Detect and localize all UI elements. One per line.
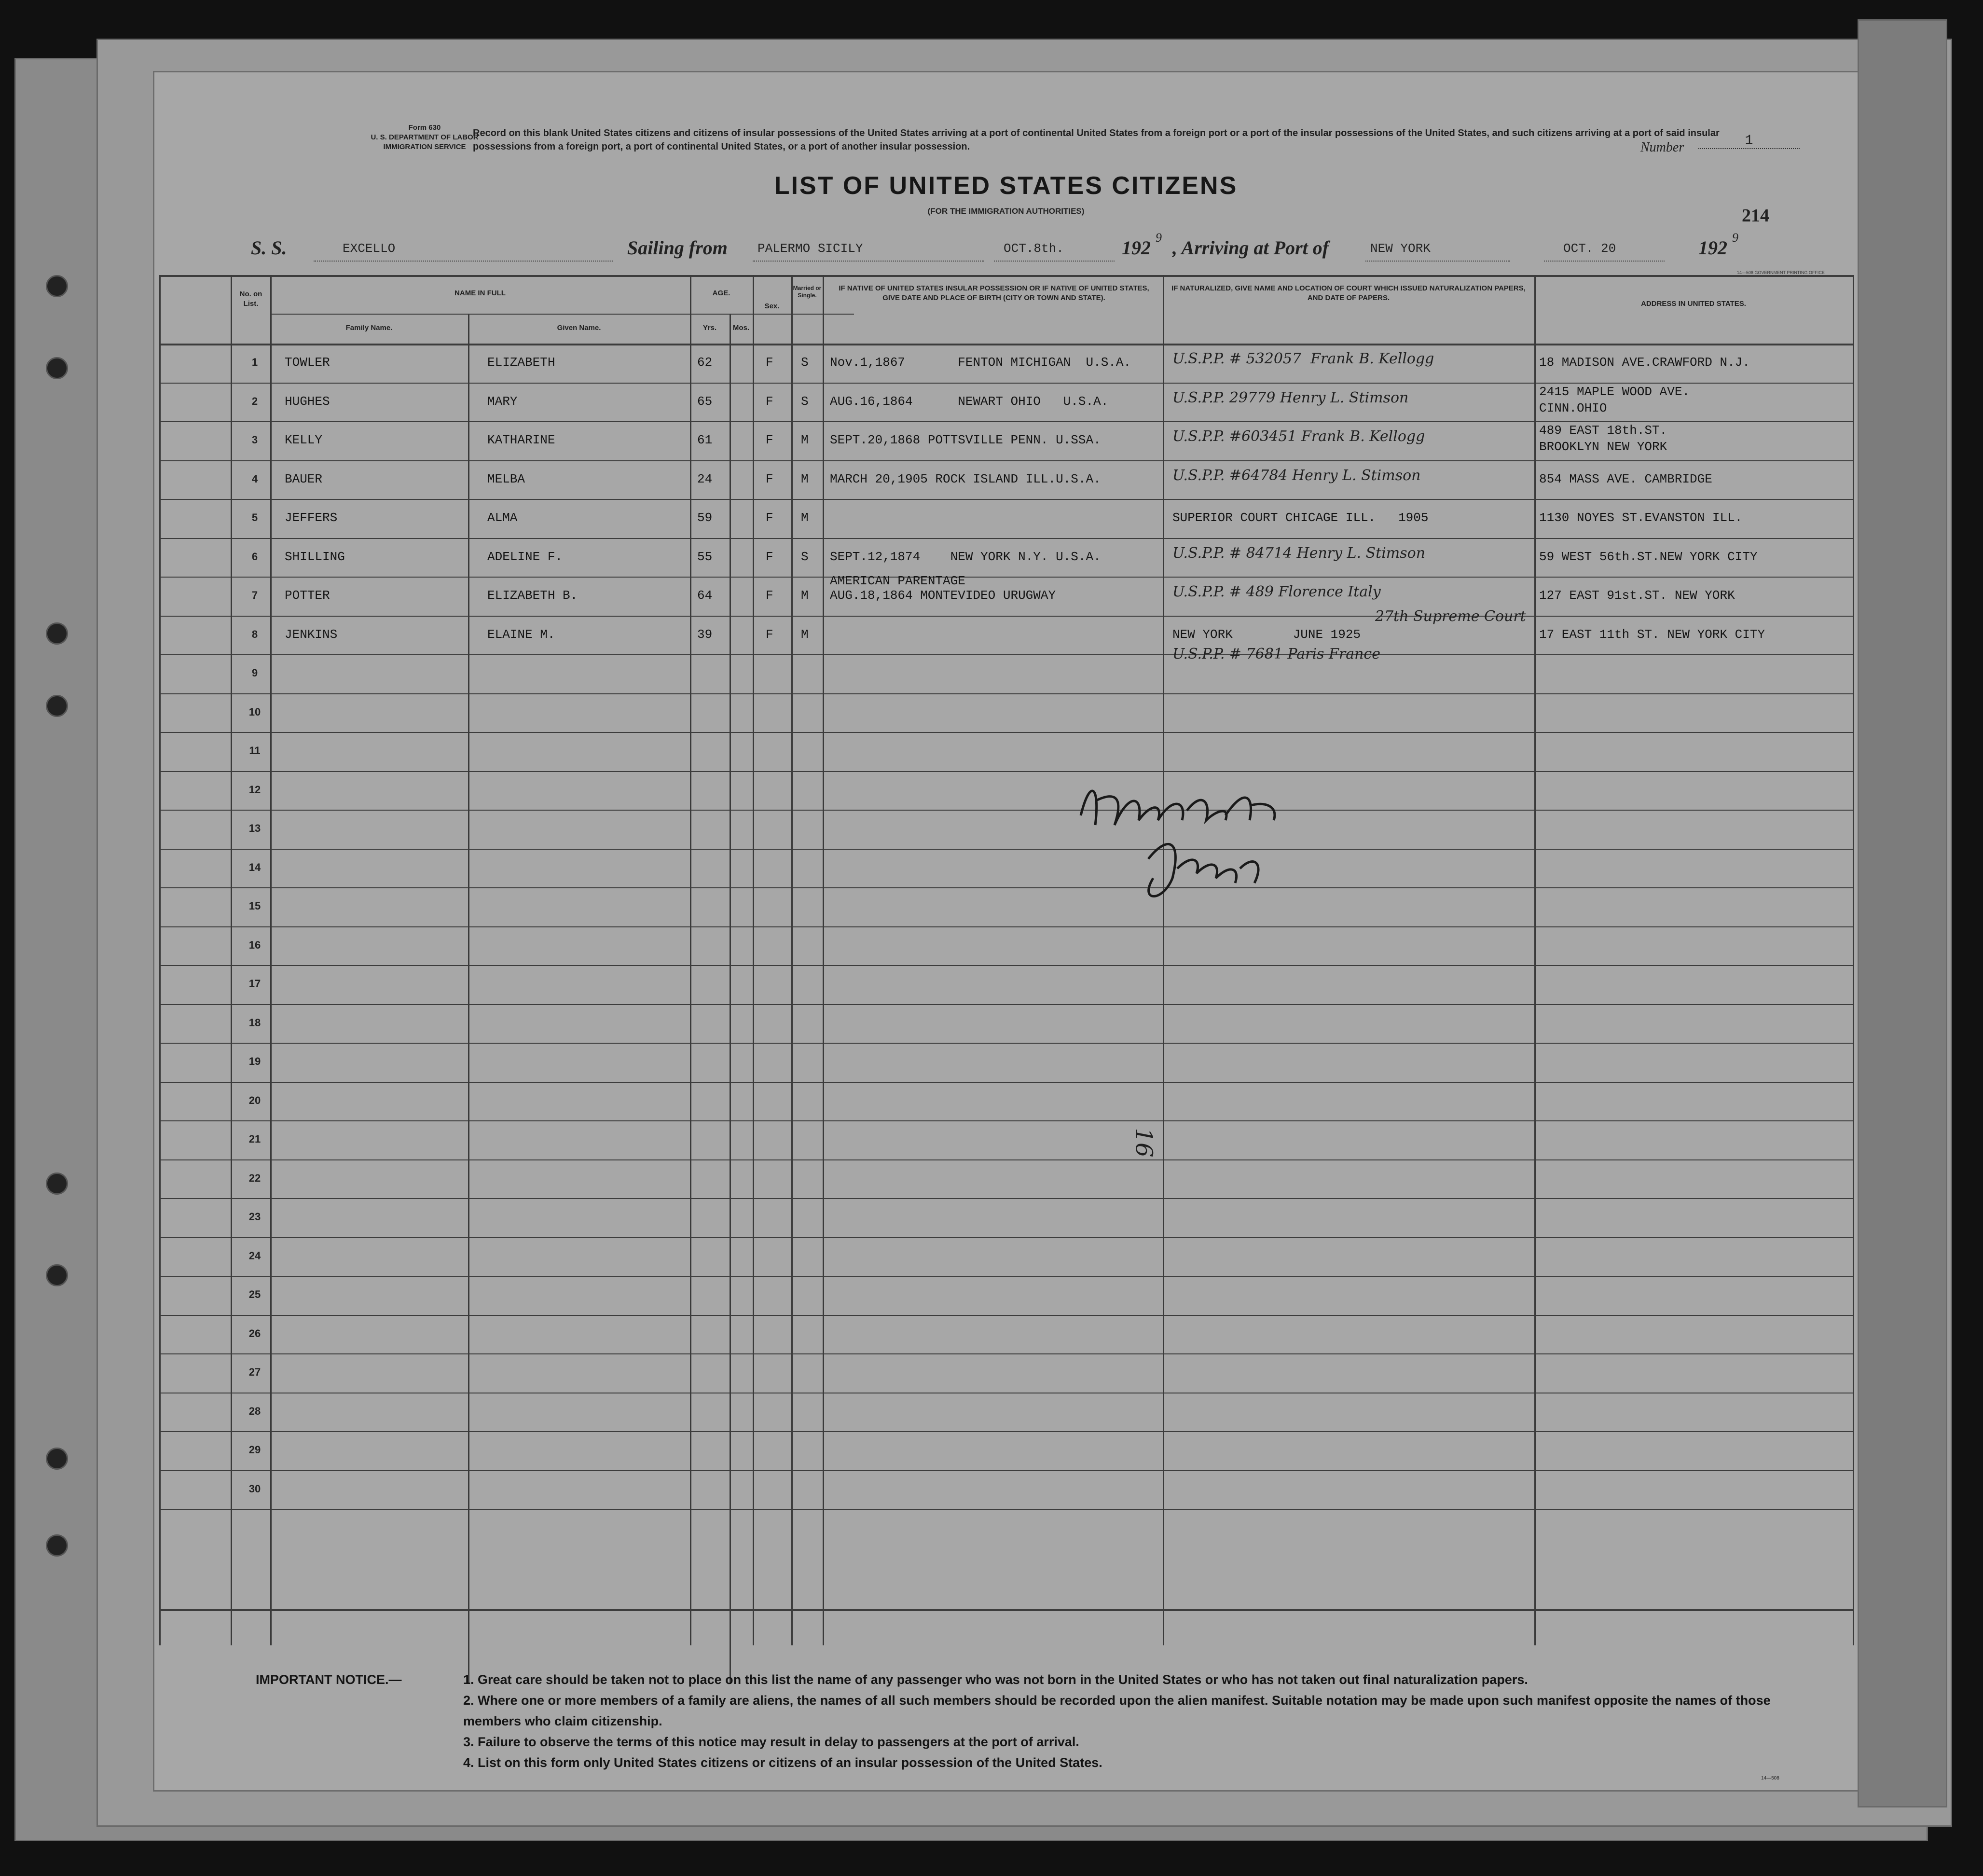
fill-line [753,261,984,262]
birth-info: Nov.1,1867 FENTON MICHIGAN U.S.A. [830,355,1131,370]
family-name: JENKINS [285,627,338,642]
row-rule [159,732,1853,733]
row-rule [159,1315,1853,1316]
birth-info: AUG.16,1864 NEWART OHIO U.S.A. [830,394,1109,409]
row-number: 19 [248,1055,261,1067]
passport-annotation: U.S.P.P. # 532057 Frank B. Kellogg [1172,350,1434,367]
ss-label: S. S. [251,237,287,259]
row-number: 4 [251,473,258,485]
table-rule [159,344,1853,345]
marital-status: M [801,588,809,603]
family-name: HUGHES [285,394,330,409]
date-from: OCT.8th. [1004,241,1064,256]
ship-name: EXCELLO [343,241,396,256]
row-rule [159,1043,1853,1044]
notice-heading: IMPORTANT NOTICE.— [256,1672,402,1687]
row-number: 2 [251,395,258,407]
marital-status: M [801,472,809,486]
fill-line [1365,261,1510,262]
sex: F [766,355,773,370]
page-number: 214 [1742,206,1769,226]
col-rule [730,314,731,1684]
given-name: ELAINE M. [487,627,555,642]
age-years: 61 [697,433,713,447]
address: 1130 NOYES ST.EVANSTON ILL. [1539,510,1743,525]
row-number: 8 [251,628,258,640]
row-number: 29 [248,1444,261,1456]
naturalization-court: NEW YORK JUNE 1925 [1172,627,1361,642]
row-number: 16 [248,939,261,951]
row-number: 21 [248,1133,261,1145]
row-number: 26 [248,1327,261,1339]
marital-status: S [801,394,809,409]
notice-item: 3. Failure to observe the terms of this notice may result in delay to passengers at the port of arrival. [463,1735,1079,1749]
punch-hole [46,1448,68,1470]
birth-info: MARCH 20,1905 ROCK ISLAND ILL.U.S.A. [830,472,1101,486]
punch-hole [46,1534,68,1557]
col-rule [791,275,793,1645]
port-from: PALERMO SICILY [757,241,863,256]
header-birth: IF NATIVE OF UNITED STATES INSULAR POSSESSION OR IF NATIVE OF UNITED STATES, GIVE DATE AND PLACE OF BIRTH (CITY OR TOWN AND STATE). [839,284,1149,302]
row-number: 18 [248,1017,261,1029]
col-rule [1163,275,1164,1645]
date-to: OCT. 20 [1563,241,1616,256]
given-name: MARY [487,394,518,409]
row-number: 7 [251,589,258,601]
sex: F [766,627,773,642]
row-number: 25 [248,1288,261,1300]
row-rule [159,926,1853,927]
passport-annotation: U.S.P.P. 29779 Henry L. Stimson [1172,389,1409,406]
birth-info: SEPT.20,1868 POTTSVILLE PENN. U.SSA. [830,433,1101,447]
row-rule [159,1431,1853,1432]
table-rule [159,275,1853,277]
page-title: LIST OF UNITED STATES CITIZENS [774,172,1238,200]
row-rule [159,616,1853,617]
row-number: 6 [251,551,258,563]
family-name: BAUER [285,472,323,486]
address: 2415 MAPLE WOOD AVE. [1539,385,1690,399]
row-number: 9 [251,667,258,679]
row-number: 28 [248,1405,261,1417]
punch-hole [46,695,68,717]
sailing-label: Sailing from [627,237,728,259]
address: 59 WEST 56th.ST.NEW YORK CITY [1539,550,1758,564]
punch-hole [46,1172,68,1195]
punch-hole [46,357,68,379]
col-rule [1534,275,1536,1645]
fill-line [1544,261,1665,262]
age-years: 39 [697,627,713,642]
header-address: ADDRESS IN UNITED STATES. [1641,300,1746,308]
row-rule [159,1004,1853,1005]
row-number: 22 [248,1172,261,1184]
sex: F [766,472,773,486]
row-rule [159,1470,1853,1471]
row-rule [159,577,1853,578]
family-name: TOWLER [285,355,330,370]
address: 854 MASS AVE. CAMBRIDGE [1539,472,1712,486]
table-rule [159,1609,1853,1611]
notice-item: 4. List on this form only United States citizens or citizens of an insular possession of the United States. [463,1755,1102,1770]
row-number: 24 [248,1250,261,1262]
record-instructions: Record on this blank United States citizens and citizens of insular possessions of the United States arriving at a port of continental United States from a foreign port or a port of the insular possessions of the United States, and such citizens arriving at a port of said insular possessions from a foreign port, a port of continental United States, or a port of another insular possession. [473,128,1720,152]
given-name: ALMA [487,510,518,525]
row-number: 3 [251,434,258,446]
address: 489 EAST 18th.ST. [1539,423,1667,438]
punch-hole [46,1264,68,1286]
row-number: 14 [248,861,261,873]
passport-annotation: U.S.P.P. #64784 Henry L. Stimson [1172,467,1421,484]
header-no: No. on List. [239,290,262,308]
marital-status: M [801,627,809,642]
row-rule [159,887,1853,888]
fill-line [314,261,613,262]
row-number: 12 [248,784,261,796]
manifest-sheet [154,72,1858,1790]
row-rule [159,421,1853,422]
birth-note: AMERICAN PARENTAGE [830,574,965,588]
header-sex: Sex. [764,302,780,310]
marital-status: M [801,510,809,525]
row-number: 17 [248,978,261,990]
col-rule [690,275,691,1645]
row-rule [159,693,1853,694]
sex: F [766,394,773,409]
header-yrs: Yrs. [702,324,717,332]
year-prefix: 192 [1698,237,1727,259]
sex: F [766,550,773,564]
back-page-edge [1858,19,1947,1807]
address-line-2: BROOKLYN NEW YORK [1539,440,1667,454]
row-rule [159,1082,1853,1083]
table-rule [270,314,854,315]
marital-status: M [801,433,809,447]
family-name: KELLY [285,433,323,447]
given-name: ELIZABETH [487,355,555,370]
printer-code: 14—508 GOVERNMENT PRINTING OFFICE [1737,270,1825,275]
row-rule [159,849,1853,850]
col-rule [159,275,161,1645]
passport-annotation: U.S.P.P. # 489 Florence Italy [1172,583,1381,600]
year-prefix: 192 [1122,237,1151,259]
page-subtitle: (FOR THE IMMIGRATION AUTHORITIES) [927,207,1085,216]
punch-hole [46,275,68,297]
footer-code: 14—508 [1761,1776,1779,1781]
row-rule [159,771,1853,772]
row-number: 20 [248,1094,261,1106]
birth-info: SEPT.12,1874 NEW YORK N.Y. U.S.A. [830,550,1101,564]
notice-item: 1. Great care should be taken not to place on this list the name of any passenger who was not born in the United States or who has not taken out final naturalization papers. [463,1672,1528,1687]
fill-line [994,261,1115,262]
form-identifier: Form 630 U. S. DEPARTMENT OF LABOR IMMIGRATION SERVICE [371,124,479,151]
family-name: SHILLING [285,550,345,564]
row-rule [159,810,1853,811]
family-name: JEFFERS [285,510,338,525]
address-line-2: CINN.OHIO [1539,401,1607,415]
header-given: Given Name. [557,324,601,332]
marital-status: S [801,550,809,564]
header-name: NAME IN FULL [454,289,506,297]
address: 127 EAST 91st.ST. NEW YORK [1539,588,1735,603]
row-number: 10 [248,706,261,718]
given-name: MELBA [487,472,525,486]
stray-mark: 16 [1130,1128,1157,1158]
header-family: Family Name. [345,324,393,332]
row-number: 27 [248,1366,261,1378]
row-rule [159,1120,1853,1121]
row-rule [159,460,1853,461]
header-married: Married or Single. [793,285,822,299]
row-number: 13 [248,822,261,834]
age-years: 65 [697,394,713,409]
col-rule [753,275,754,1645]
given-name: ELIZABETH B. [487,588,578,603]
family-name: POTTER [285,588,330,603]
col-rule [1853,275,1854,1645]
passport-annotation: U.S.P.P. # 7681 Paris France [1172,646,1380,662]
sex: F [766,433,773,447]
birth-info: AUG.18,1864 MONTEVIDEO URUGWAY [830,588,1056,603]
row-number: 5 [251,511,258,524]
age-years: 55 [697,550,713,564]
row-rule [159,499,1853,500]
naturalization-court: SUPERIOR COURT CHICAGE ILL. 1905 [1172,510,1429,525]
row-rule [159,1353,1853,1354]
punch-hole [46,622,68,645]
notice-item: 2. Where one or more members of a family are aliens, the names of all such members should be recorded upon the alien manifest. Suitable notation may be made upon such manifest opposite the names of those members who claim citizenship. [463,1693,1771,1728]
row-rule [159,1509,1853,1510]
age-years: 62 [697,355,713,370]
row-number: 11 [249,745,261,757]
row-rule [159,1276,1853,1277]
row-rule [159,1159,1853,1160]
port-to: NEW YORK [1370,241,1431,256]
age-years: 59 [697,510,713,525]
sex: F [766,510,773,525]
number-value: 1 [1698,133,1800,149]
header-mos: Mos. [732,324,750,332]
naturalization-note: 27th Supreme Court [1375,608,1526,625]
row-rule [159,1198,1853,1199]
col-rule [468,314,469,1684]
age-years: 64 [697,588,713,603]
year-digit: 9 [1732,231,1738,245]
row-number: 15 [248,900,261,912]
row-rule [159,538,1853,539]
header-age: AGE. [712,289,730,297]
passport-annotation: U.S.P.P. # 84714 Henry L. Stimson [1172,545,1426,562]
row-number: 1 [251,356,258,368]
header-naturalized: IF NATURALIZED, GIVE NAME AND LOCATION OF COURT WHICH ISSUED NATURALIZATION PAPERS, AND DATE OF PAPERS. [1171,284,1526,302]
address: 17 EAST 11th ST. NEW YORK CITY [1539,627,1765,642]
col-rule [823,275,824,1645]
passport-annotation: U.S.P.P. #603451 Frank B. Kellogg [1172,428,1425,445]
sex: F [766,588,773,603]
year-digit: 9 [1156,231,1162,245]
row-rule [159,383,1853,384]
marital-status: S [801,355,809,370]
row-rule [159,654,1853,655]
given-name: KATHARINE [487,433,555,447]
row-rule [159,1237,1853,1238]
number-label: Number [1640,140,1684,155]
row-rule [159,965,1853,966]
inspector-signature [1071,758,1293,917]
given-name: ADELINE F. [487,550,563,564]
address: 18 MADISON AVE.CRAWFORD N.J. [1539,355,1750,370]
row-number: 30 [248,1483,261,1495]
arriving-label: , Arriving at Port of [1172,237,1329,259]
row-number: 23 [248,1211,261,1223]
age-years: 24 [697,472,713,486]
